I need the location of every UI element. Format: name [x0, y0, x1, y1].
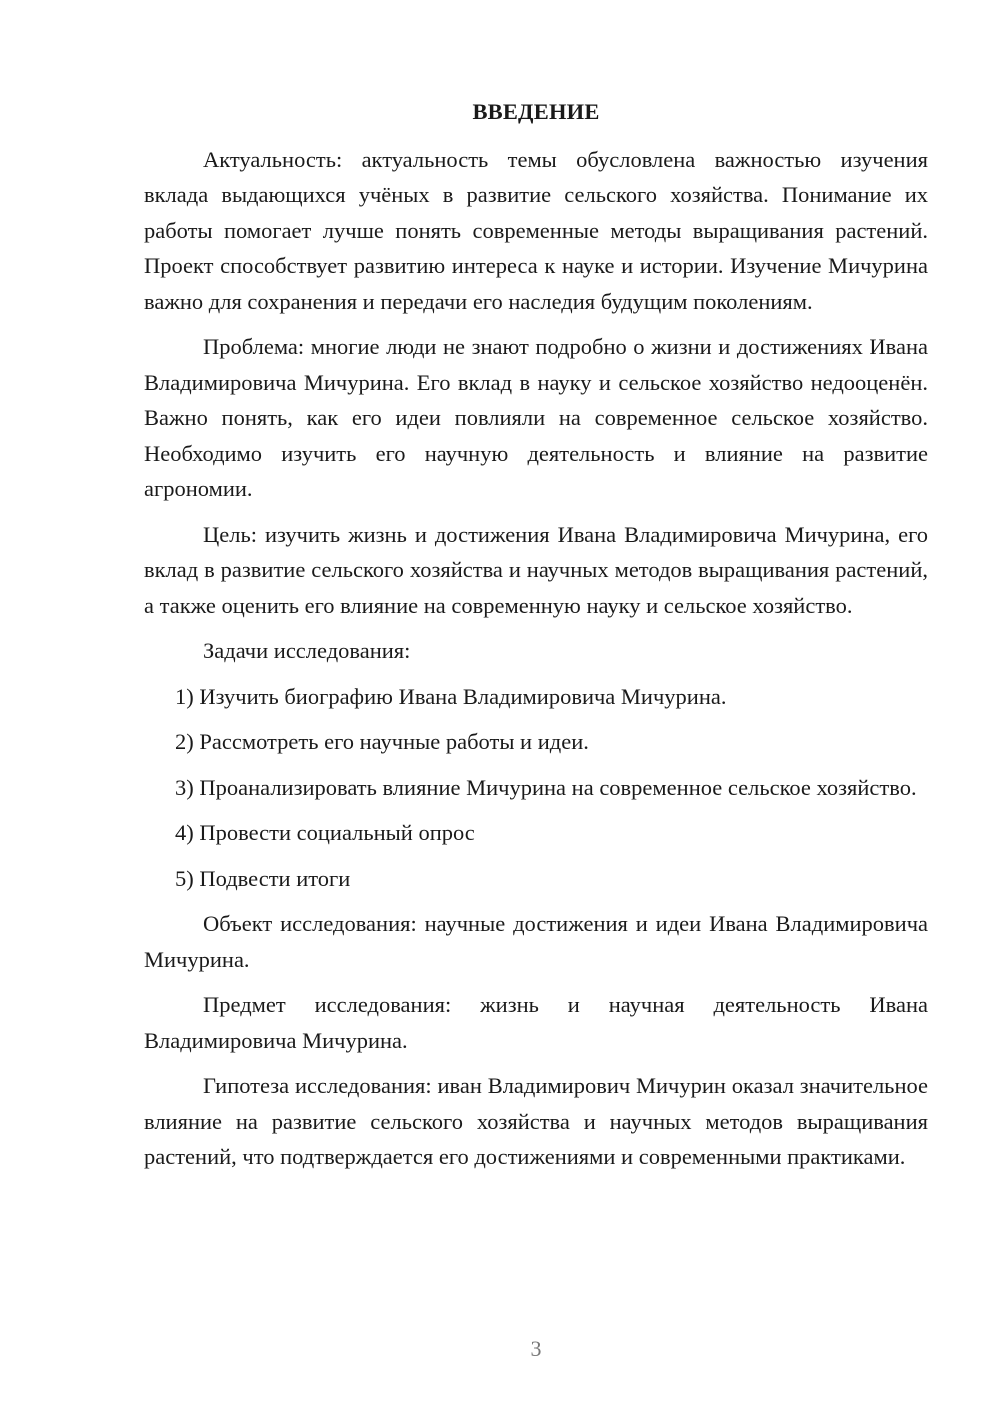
tasks-heading: Задачи исследования:: [203, 638, 411, 663]
goal-paragraph: Цель: изучить жизнь и достижения Ивана Владимировича Мичурина, его вклад в развитие сельского хозяйства и научных методов выращивания растений, а также оценить его влияние на современную науку и сельское хозяйство.: [144, 521, 928, 618]
page-title: ВВЕДЕНИЕ: [472, 99, 600, 124]
hypothesis-paragraph: Гипотеза исследования: иван Владимирович Мичурин оказал значительное влияние на развитие сельского хозяйства и научных методов выращивания растений, что подтверждается его достижениями и современными практиками.: [144, 1073, 928, 1169]
task-item: 4) Провести социальный опрос: [175, 820, 475, 845]
task-item: 3) Проанализировать влияние Мичурина на современное сельское хозяйство.: [175, 774, 917, 800]
relevance-paragraph: Актуальность: актуальность темы обусловлена важностью изучения вклада выдающихся учёных в развитие сельского хозяйства. Понимание их работы помогает лучше понять современные методы выращивания растений. Проект способствует развитию интереса к науке и истории. Изучение Мичурина важно для сохранения и передачи его наследия будущим поколениям.: [144, 146, 928, 314]
task-item: 1) Изучить биографию Ивана Владимировича Мичурина.: [175, 683, 727, 709]
page-number: 3: [530, 1336, 542, 1361]
task-item: 5) Подвести итоги: [175, 865, 351, 891]
page-content: [144, 94, 928, 1185]
task-item: 2) Рассмотреть его научные работы и идеи.: [175, 729, 589, 754]
research-object-paragraph: Объект исследования: научные достижения и идеи Ивана Владимировича Мичурина.: [144, 911, 928, 972]
problem-paragraph: Проблема: многие люди не знают подробно о жизни и достижениях Ивана Владимировича Мичурина. Его вклад в науку и сельское хозяйство недооценён. Важно понять, как его идеи повлияли на современное сельское хозяйство. Необходимо изучить его научную деятельность и влияние на развитие агрономии.: [144, 334, 928, 501]
research-subject-paragraph: Предмет исследования: жизнь и научная деятельность Ивана Владимировича Мичурина.: [144, 992, 928, 1053]
